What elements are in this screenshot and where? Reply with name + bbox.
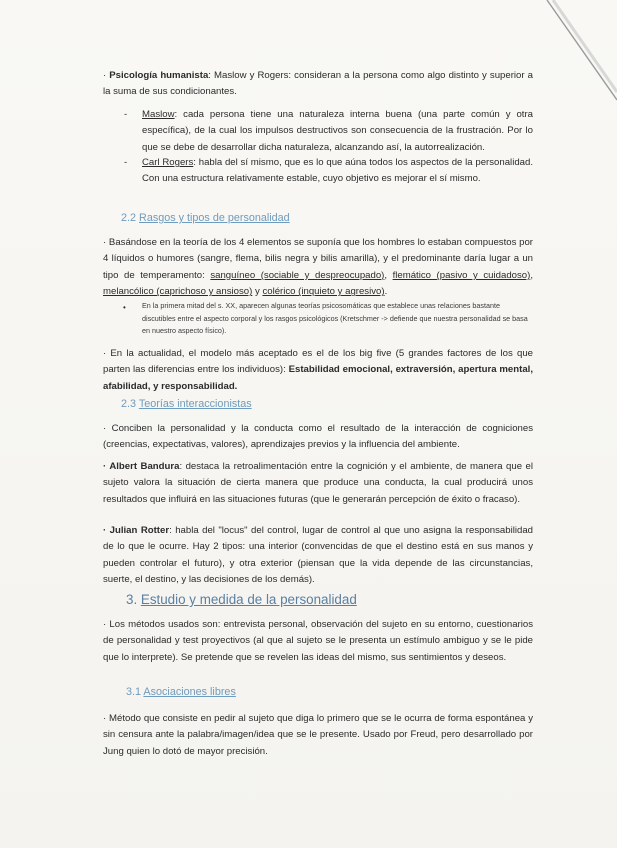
paragraph-rotter	[103, 523, 533, 589]
note-psicosomaticas: En la primera mitad del s. XX, aparecen algunas teorías psicosomáticas que establece unas relaciones bastante discutibles entre el aspecto corporal y los rasgos psicológicos (Kretschmer -> defiende que nuestra personalidad se basa en nuestro aspecto físico).	[142, 301, 528, 336]
temperament-sanguineo: sanguíneo (sociable y despreocupado)	[210, 269, 385, 281]
paragraph-maslow	[142, 107, 533, 156]
text-segment: · En la actualidad, el modelo más aceptado es el de los big five (5 grandes factores de los que parten las diferencias entre los individuos):	[103, 348, 533, 376]
name-maslow: Maslow	[142, 109, 175, 120]
text-rogers: : habla del sí mismo, que es lo que aúna todos los aspectos de la personalidad. Con una estructura relativamente estable, cuyo objetivo es mejorar el sí mismo.	[142, 157, 533, 185]
name-rotter: · Julian Rotter	[103, 525, 170, 536]
heading-number: 2.3	[121, 398, 139, 410]
dash-bullet: -	[124, 109, 128, 120]
paragraph-interaccionistas: · Conciben la personalidad y la conducta como el resultado de la interacción de cogniciones (creencias, expectativas, valores), aprendizajes previos y la influencia del ambiente.	[103, 423, 533, 451]
temperament-colerico: colérico (inquieto y agresivo)	[262, 286, 385, 298]
label-humanista: Psicología humanista	[109, 70, 209, 81]
text-segment: ,	[384, 269, 393, 281]
heading-number: 2.2	[121, 212, 140, 224]
paragraph-asociaciones: · Método que consiste en pedir al sujeto que diga lo primero que se le ocurra de forma espontánea y sin censura ante la palabra/imagen/idea que se le presente. Usado por Freud, pero desarrollado por Jung quien lo dotó de mayor precisión.	[103, 713, 533, 757]
heading-2-3	[121, 398, 252, 410]
paragraph-humanista: · Psicología humanista: Maslow y Rogers: consideran a la persona como algo distinto y superior a la suma de sus condicionantes.	[103, 70, 533, 98]
heading-3-1	[126, 686, 236, 698]
heading-title: Teorías interaccionistas	[138, 398, 252, 410]
heading-number: 3.	[126, 592, 141, 607]
paragraph-bandura	[103, 459, 533, 508]
dot-bullet: •	[123, 303, 126, 312]
paragraph-rasgos-1	[103, 235, 533, 301]
text-maslow: : cada persona tiene una naturaleza interna buena (una parte común y otra específica), de la cual los impulsos destructivos son consecuencia de la frustración. Por lo que se debe de desarrollar dicha naturaleza, alcanzando así, la autorrealización.	[142, 109, 533, 153]
text-segment: .	[384, 286, 388, 298]
dash-bullet: -	[124, 157, 128, 168]
text-segment: ,	[530, 269, 533, 281]
heading-number: 3.1	[126, 686, 144, 698]
name-bandura: · Albert Bandura	[103, 461, 180, 472]
temperament-melancolico: melancólico (caprichoso y ansioso)	[103, 286, 253, 298]
big-five-factors: Estabilidad emocional, extraversión, apertura mental, afabilidad, y responsabilidad.	[103, 364, 533, 392]
heading-2-2	[121, 212, 290, 224]
text-rotter: : habla del "locus" del control, lugar de control al que uno asigna la responsabilidad de lo que le ocurre. Hay 2 tipos: una interior (convencidas de que el destino está en sus manos y pueden controlar el futuro), y otra exterior (piensan que la vida depende de las circunstancias, suerte, el destino, y las decisiones de los demás).	[103, 525, 534, 586]
text-segment: · Basándose en la teoría de los 4 elementos se suponía que los hombres lo estaban compuestos por 4 líquidos o humores (sangre, flema, bilis negra y bilis amarilla), y el predominante daría lugar a un tipo de temperamento:	[103, 237, 533, 281]
heading-title: Estudio y medida de la personalidad	[140, 592, 357, 607]
heading-title: Rasgos y tipos de personalidad	[139, 212, 290, 224]
heading-title: Asociaciones libres	[143, 686, 236, 698]
text-segment: y	[252, 286, 263, 298]
temperament-flematico: flemático (pasivo y cuidadoso)	[392, 269, 531, 281]
paragraph-estudio: · Los métodos usados son: entrevista personal, observación del sujeto en su entorno, cuestionarios de personalidad y test proyectivos (al que al sujeto se le presenta un estímulo ambiguo y se le pide que lo interprete). Se pretende que se revelen las ideas del mismo, sus sentimientos y deseos.	[103, 619, 533, 663]
name-rogers: Carl Rogers	[142, 157, 194, 168]
text-humanista: : Maslow y Rogers: consideran a la persona como algo distinto y superior a la suma de sus condicionantes.	[103, 70, 533, 98]
paragraph-big-five	[103, 346, 533, 395]
paragraph-rogers	[142, 155, 533, 188]
text-bandura: : destaca la retroalimentación entre la cognición y el ambiente, de manera que el sujeto valora la situación de cierta manera que produce una conducta, la cual producirá unos resultados que influirá en las situaciones futuras (que le generarán percepción de éxito o fracaso).	[103, 461, 533, 505]
heading-3	[126, 592, 357, 607]
